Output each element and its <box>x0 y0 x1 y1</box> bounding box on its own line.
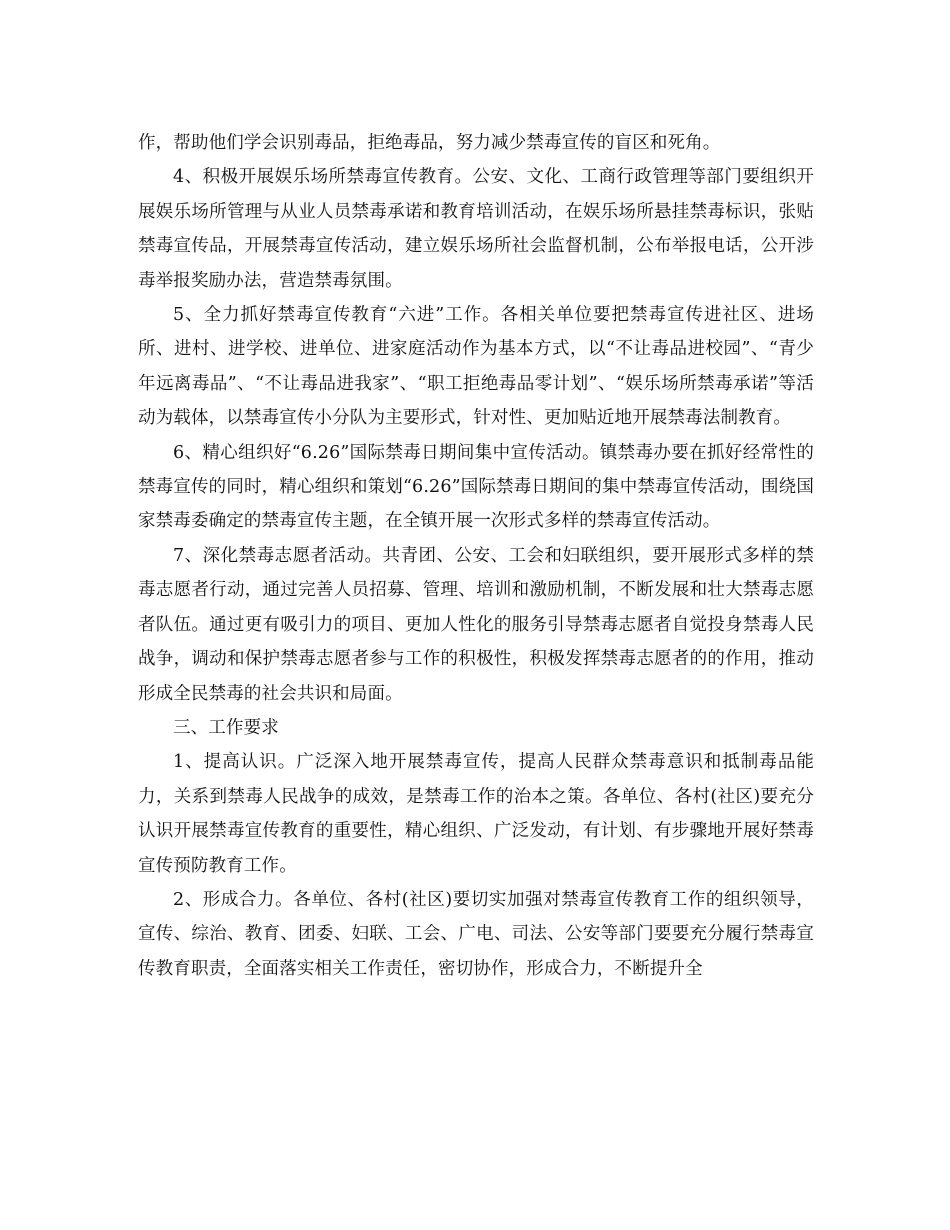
paragraph-item-7-volunteers: 7、深化禁毒志愿者活动。共青团、公安、工会和妇联组织，要开展形式多样的禁毒志愿者行动，通过完善人员招募、管理、培训和激励机制，不断发展和壮大禁毒志愿者队伍。通过更有吸引力的项目、更加人性化的服务引导禁毒志愿者自觉投身禁毒人民战争，调动和保护禁毒志愿者参与工作的积极性，积极发挥禁毒志愿者的的作用，推动形成全民禁毒的社会共识和局面。 <box>138 545 814 704</box>
paragraph-requirement-1: 1、提高认识。广泛深入地开展禁毒宣传，提高人民群众禁毒意识和抵制毒品能力，关系到禁毒人民战争的成效，是禁毒工作的治本之策。各单位、各村(社区)要充分认识开展禁毒宣传教育的重要性，精心组织、广泛发动，有计划、有步骤地开展好禁毒宣传预防教育工作。 <box>138 752 814 876</box>
paragraph-item-6-anti-drug-day: 6、精心组织好“6.26”国际禁毒日期间集中宣传活动。镇禁毒办要在抓好经常性的禁毒宣传的同时，精心组织和策划“6.26”国际禁毒日期间的集中禁毒宣传活动，围绕国家禁毒委确定的禁毒宣传主题，在全镇开展一次形式多样的禁毒宣传活动。 <box>138 442 814 532</box>
document-body <box>138 126 814 986</box>
paragraph-continuation: 作，帮助他们学会识别毒品，拒绝毒品，努力减少禁毒宣传的盲区和死角。 <box>138 133 721 153</box>
paragraph-item-4-entertainment-venues: 4、积极开展娱乐场所禁毒宣传教育。公安、文化、工商行政管理等部门要组织开展娱乐场所管理与从业人员禁毒承诺和教育培训活动，在娱乐场所悬挂禁毒标识，张贴禁毒宣传品，开展禁毒宣传活动，建立娱乐场所社会监督机制，公布举报电话，公开涉毒举报奖励办法，营造禁毒氛围。 <box>138 167 814 291</box>
section-heading-work-requirements: 三、工作要求 <box>173 717 279 738</box>
paragraph-item-5-six-entries: 5、全力抓好禁毒宣传教育“六进”工作。各相关单位要把禁毒宣传进社区、进场所、进村、进学校、进单位、进家庭活动作为基本方式，以“不让毒品进校园”、“青少年远离毒品”、“不让毒品进我家”、“职工拒绝毒品零计划”、“娱乐场所禁毒承诺”等活动为载体，以禁毒宣传小分队为主要形式，针对性、更加贴近地开展禁毒法制教育。 <box>138 305 814 429</box>
paragraph-requirement-2: 2、形成合力。各单位、各村(社区)要切实加强对禁毒宣传教育工作的组织领导，宣传、综治、教育、团委、妇联、工会、广电、司法、公安等部门要要充分履行禁毒宣传教育职责，全面落实相关工作责任，密切协作，形成合力，不断提升全 <box>138 889 814 979</box>
